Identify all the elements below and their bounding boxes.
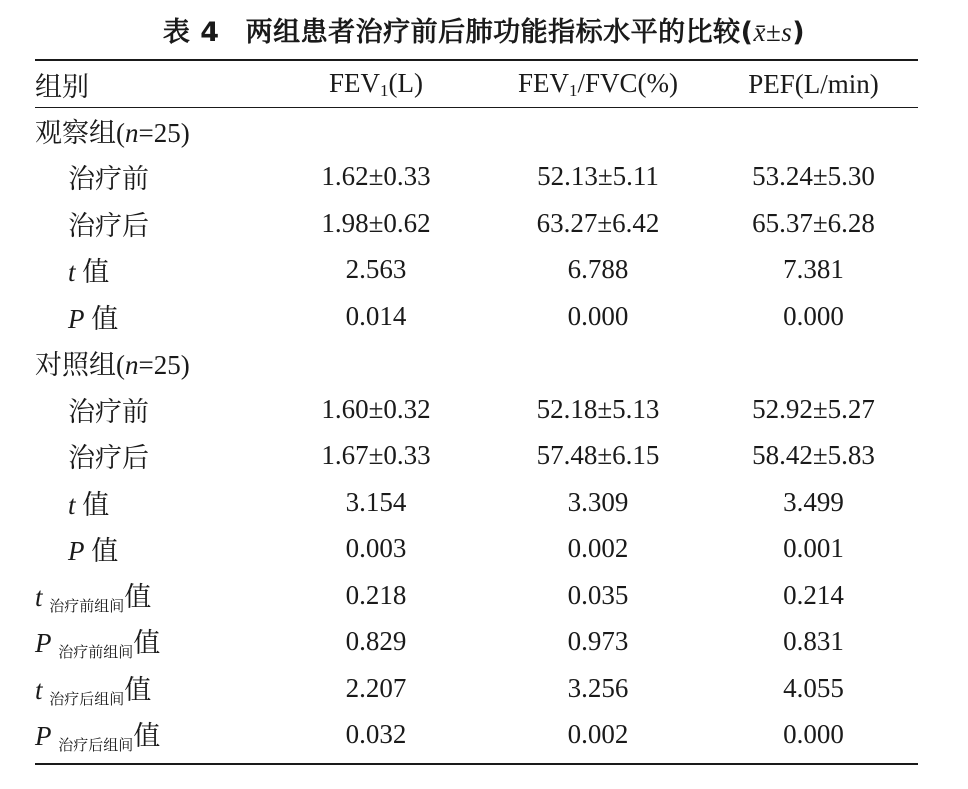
stat-notation: x̄±s (753, 17, 793, 47)
data-table (35, 61, 918, 758)
header-row (35, 61, 918, 107)
table-caption (0, 10, 968, 49)
cell-ratio: 63.27±6.42 (536, 207, 660, 238)
table-row (35, 479, 918, 526)
row-label: 治疗后 (68, 210, 149, 242)
cell-ratio: 0.035 (567, 579, 629, 610)
table-row (35, 433, 918, 480)
table-row (35, 293, 918, 340)
row-label: P 治疗前组间值 (35, 628, 161, 662)
cell-pef: 0.831 (783, 626, 844, 657)
cell-fev1: 2.207 (345, 672, 407, 703)
table-row (35, 526, 918, 573)
cell-ratio: 0.002 (567, 533, 629, 564)
cell-fev1: 0.829 (345, 626, 407, 657)
cell-ratio: 0.000 (567, 300, 629, 331)
stat-open: ( (740, 17, 754, 48)
cell-fev1: 0.003 (345, 533, 407, 564)
cell-pef: 65.37±6.28 (752, 207, 875, 238)
cell-ratio: 3.256 (567, 672, 629, 703)
cell-ratio: 6.788 (567, 254, 629, 285)
header-group: 组别 (35, 71, 89, 103)
cell-pef: 58.42±5.83 (752, 440, 875, 471)
cell-pef: 0.214 (783, 579, 844, 610)
table-row (35, 572, 918, 619)
table-row (35, 154, 918, 201)
table-row (35, 619, 918, 666)
row-label: t 值 (68, 257, 110, 289)
cell-ratio: 3.309 (567, 486, 629, 517)
cell-fev1: 2.563 (345, 254, 407, 285)
table-row (35, 200, 918, 247)
cell-fev1: 3.154 (345, 486, 407, 517)
table-row (35, 386, 918, 433)
table-row (35, 712, 918, 759)
bottom-rule (35, 763, 918, 765)
cell-pef: 53.24±5.30 (752, 161, 875, 192)
group-row (35, 107, 918, 154)
row-label: t 值 (68, 489, 110, 521)
cell-fev1: 1.98±0.62 (321, 207, 431, 238)
row-label: P 治疗后组间值 (35, 721, 161, 755)
table-title: 两组患者治疗前后肺功能指标水平的比较 (245, 17, 741, 48)
row-label: 治疗前 (68, 396, 149, 428)
row-label: 治疗后 (68, 443, 149, 475)
cell-ratio: 52.18±5.13 (536, 393, 660, 424)
group-label: 观察组(n=25) (35, 117, 190, 149)
header-fev1-fvc: $FEV_1/FVC(\%)$ (517, 67, 678, 100)
stat-close: ) (792, 17, 806, 48)
cell-pef: 0.001 (783, 533, 844, 564)
cell-ratio: 57.48±6.15 (536, 440, 660, 471)
header-fev1: $FEV_1(L)$ (329, 67, 423, 100)
cell-ratio: 52.13±5.11 (537, 161, 659, 192)
group-row (35, 340, 918, 387)
row-label: 治疗前 (68, 164, 149, 196)
row-label: P 值 (68, 536, 119, 568)
cell-fev1: 0.014 (345, 300, 407, 331)
cell-ratio: 0.973 (567, 626, 629, 657)
row-label: P 值 (68, 303, 119, 335)
row-label: t 治疗前组间值 (35, 581, 152, 615)
cell-pef: 4.055 (783, 672, 844, 703)
cell-pef: 7.381 (783, 254, 844, 285)
cell-fev1: 1.62±0.33 (321, 161, 431, 192)
table-number: 表 4 (162, 17, 220, 48)
cell-pef: 3.499 (783, 486, 844, 517)
cell-fev1: 0.218 (345, 579, 407, 610)
cell-fev1: 0.032 (345, 719, 407, 750)
group-label: 对照组(n=25) (35, 350, 190, 382)
table-row (35, 247, 918, 294)
header-pef: PEF(L/min) (748, 68, 879, 99)
cell-fev1: 1.60±0.32 (321, 393, 431, 424)
table-row (35, 665, 918, 712)
cell-ratio: 0.002 (567, 719, 629, 750)
cell-pef: 0.000 (783, 300, 844, 331)
row-label: t 治疗后组间值 (35, 674, 152, 708)
cell-pef: 52.92±5.27 (752, 393, 875, 424)
cell-pef: 0.000 (783, 719, 844, 750)
cell-fev1: 1.67±0.33 (321, 440, 431, 471)
